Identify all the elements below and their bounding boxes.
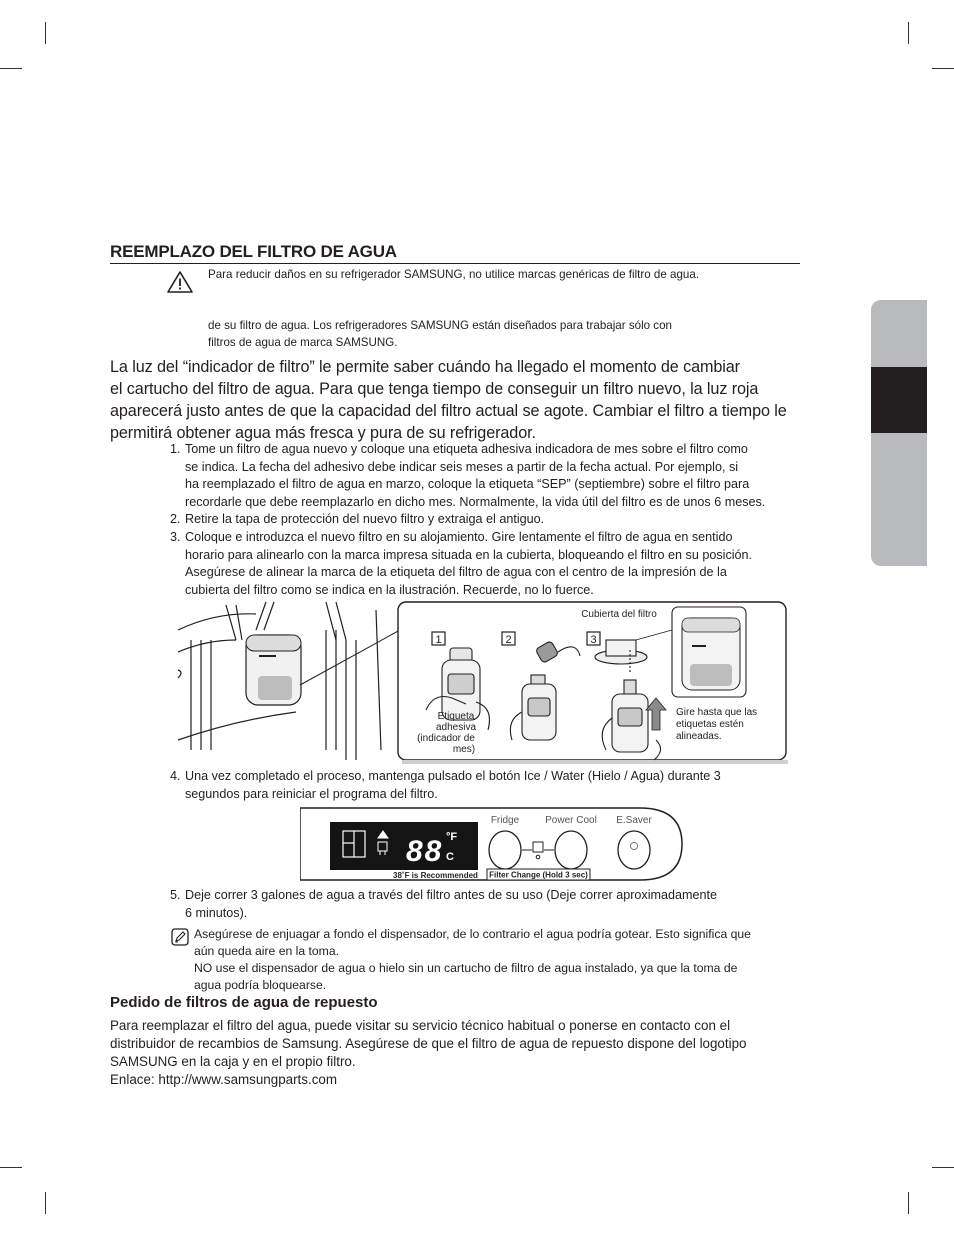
step-line: 6 minutos). <box>185 905 248 920</box>
section-title: REEMPLAZO DEL FILTRO DE AGUA <box>110 242 800 264</box>
step-number: 2. <box>170 512 181 527</box>
note-line: agua podría bloquearse. <box>194 978 327 992</box>
e-saver-button[interactable] <box>618 831 650 869</box>
filter-change-label: Filter Change (Hold 3 sec) <box>489 870 588 880</box>
crop-mark <box>0 1167 22 1168</box>
temperature-digits: 88 <box>406 835 444 868</box>
intro-line: La luz del “indicador de filtro” le permite saber cuándo ha llegado el momento de cambiar <box>110 358 740 376</box>
step-line: recordarle que debe reemplazarlo en dicho mes. Normalmente, la vida útil del filtro es de unos 6 meses. <box>185 494 766 509</box>
note-line: Asegúrese de enjuagar a fondo el dispensador, de lo contrario el agua podría gotear. Esto significa que <box>194 927 751 941</box>
side-tab-upper <box>871 300 927 367</box>
step-line: Retire la tapa de protección del nuevo filtro y extraiga el antiguo. <box>185 512 545 527</box>
display-screen <box>330 822 478 870</box>
step-line: Deje correr 3 galones de agua a través del filtro antes de su uso (Deje correr aproximadamente <box>185 888 718 902</box>
step-item <box>170 768 800 803</box>
order-line: SAMSUNG en la caja y en el propio filtro. <box>110 1054 356 1069</box>
control-panel <box>300 806 684 882</box>
step-line: cubierta del filtro como se indica en la ilustración. Recuerde, no lo fuerce. <box>185 582 594 597</box>
steps-list-5 <box>170 887 800 922</box>
step-number: 4. <box>170 769 181 783</box>
filter-zoom-inset <box>672 607 746 697</box>
unit-c-label: C <box>446 851 454 863</box>
step-number: 1. <box>170 442 181 456</box>
warning-line-1: Para reducir daños en su refrigerador SAMSUNG, no utilice marcas genéricas de filtro de agua. <box>208 268 700 281</box>
intro-line: permitirá obtener agua más fresca y pura de su refrigerador. <box>110 424 536 442</box>
power-cool-button-label: Power Cool <box>545 815 597 826</box>
crop-mark <box>932 68 954 69</box>
sticker-label: (indicador de <box>417 733 475 744</box>
step-line: ha reemplazado el filtro de agua en marzo, coloque la etiqueta “SEP” (septiembre) sobre el filtro para <box>185 477 750 492</box>
order-line: distribuidor de recambios de Samsung. Asegúrese de que el filtro de agua de repuesto dispone del logotipo <box>110 1036 747 1051</box>
order-section-title: Pedido de filtros de agua de repuesto <box>110 994 378 1011</box>
step-item <box>170 441 800 511</box>
step-item <box>170 887 800 922</box>
rotate-label: alineadas. <box>676 731 722 742</box>
order-paragraph <box>110 1017 810 1089</box>
side-tab-active <box>871 367 927 433</box>
fridge-button-label: Fridge <box>490 815 520 826</box>
sticker-label: mes) <box>452 744 476 755</box>
crop-mark <box>0 68 22 69</box>
crop-mark <box>908 22 909 44</box>
note-block <box>194 926 794 994</box>
step-item <box>170 511 800 529</box>
note-line: NO use el dispensador de agua o hielo sin un cartucho de filtro de agua instalado, ya que la toma de <box>194 961 738 975</box>
warning-icon <box>166 270 194 294</box>
step-line: horario para alinearlo con la marca impresa situada en la cubierta, bloqueando el filtro en su posición. <box>185 547 753 562</box>
intro-line: el cartucho del filtro de agua. Para que tenga tiempo de conseguir un filtro nuevo, la luz roja <box>110 380 759 398</box>
fridge-button[interactable] <box>489 831 521 869</box>
intro-paragraph <box>110 356 800 444</box>
e-saver-button-label: E.Saver <box>616 815 652 826</box>
warning-line-3: filtros de agua de marca SAMSUNG. <box>208 336 398 349</box>
step-line: segundos para reiniciar el programa del filtro. <box>185 786 438 801</box>
crop-mark <box>45 22 46 44</box>
step-line: Una vez completado el proceso, mantenga pulsado el botón Ice / Water (Hielo / Agua) durante 3 <box>185 769 721 783</box>
order-line: Para reemplazar el filtro del agua, puede visitar su servicio técnico habitual o ponerse en contacto con el <box>110 1018 731 1033</box>
cover-label: Cubierta del filtro <box>581 609 657 620</box>
power-cool-button[interactable] <box>555 831 587 869</box>
note-line: aún queda aire en la toma. <box>194 944 340 958</box>
step-line: se indica. La fecha del adhesivo debe indicar seis meses a partir de la fecha actual. Por ejemplo, si <box>185 459 739 474</box>
step-item <box>170 529 800 599</box>
side-tab-lower <box>871 433 927 566</box>
crop-mark <box>908 1192 909 1214</box>
step-line: Asegúrese de alinear la marca de la etiqueta del filtro de agua con el centro de la impresión de la <box>185 565 727 580</box>
sticker-label: adhesiva <box>435 722 477 733</box>
step-line: Tome un filtro de agua nuevo y coloque una etiqueta adhesiva indicadora de mes sobre el filtro como <box>185 442 748 456</box>
steps-list-top <box>170 441 800 599</box>
step-marker-label: 1 <box>435 634 442 646</box>
unit-f-label: °F <box>446 831 458 843</box>
warning-line-2: de su filtro de agua. Los refrigeradores SAMSUNG están diseñados para trabajar sólo con <box>208 319 673 332</box>
rotate-label: Gire hasta que las <box>676 707 758 718</box>
order-link-line[interactable]: Enlace: http://www.samsungparts.com <box>110 1072 337 1087</box>
step-marker-label: 3 <box>590 634 597 646</box>
installed-filter-drawing <box>246 635 301 705</box>
step-number: 3. <box>170 529 181 544</box>
filter-illustration <box>176 600 800 764</box>
steps-list-4 <box>170 768 800 803</box>
step-marker-label: 2 <box>505 634 512 646</box>
step-line: Coloque e introduzca el nuevo filtro en su alojamiento. Gire lentamente el filtro de agua en sentido <box>185 529 733 544</box>
step-number: 5. <box>170 888 181 902</box>
rotate-label: etiquetas estén <box>676 719 744 730</box>
sticker-label: Etiqueta <box>437 711 475 722</box>
recommended-label: 38˚F is Recommended <box>393 871 478 880</box>
crop-mark <box>932 1167 954 1168</box>
intro-line: aparecerá justo antes de que la capacidad del filtro actual se agote. Cambiar el filtro a tiempo le <box>110 402 787 420</box>
note-icon <box>171 928 189 946</box>
crop-mark <box>45 1192 46 1214</box>
